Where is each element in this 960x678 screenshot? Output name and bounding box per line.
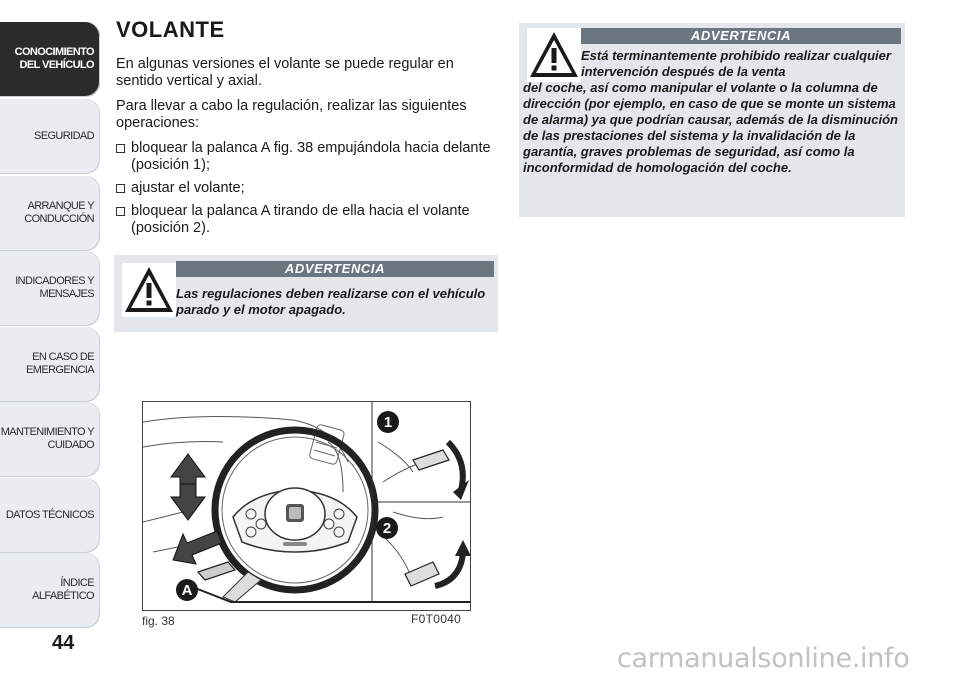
- warning-label: ADVERTENCIA: [581, 28, 901, 44]
- page-number: 44: [52, 632, 75, 654]
- section-body: [116, 56, 496, 243]
- tab-label: ARRANQUE Y CONDUCCIÓN: [24, 200, 94, 225]
- tab-label: CONOCIMIENTO DEL VEHÍCULO: [14, 46, 94, 71]
- tab-label: INDICADORES Y MENSAJES: [15, 275, 94, 300]
- checkbox-bullet-icon: [116, 184, 125, 193]
- figure-steering-wheel: [142, 401, 471, 611]
- warning-triangle-icon: [122, 263, 176, 317]
- tab-en-caso-de-emergencia[interactable]: [0, 327, 100, 401]
- tab-label: EN CASO DE EMERGENCIA: [26, 351, 94, 376]
- marker-a: A: [181, 582, 193, 599]
- steps-list: [116, 140, 496, 237]
- instructions-paragraph: Para llevar a cabo la regulación, realizar las siguientes operaciones:: [116, 98, 467, 131]
- tab-indicadores-y-mensajes[interactable]: [0, 251, 100, 325]
- list-item: ajustar el volante;: [116, 180, 496, 197]
- tab-mantenimiento-y-cuidado[interactable]: [0, 402, 100, 476]
- tab-label: SEGURIDAD: [34, 129, 94, 142]
- marker-1: 1: [383, 414, 393, 431]
- list-item: bloquear la palanca A tirando de ella hacia el volante (posición 2).: [116, 203, 496, 237]
- warning-text-tail: del coche, así como manipular el volante o la columna de dirección (por ejemplo, en caso de que se monte un sistema de alarma) ya que podrían causar, además de la disminución de las prestaciones del sistema y la invalidación de la garantía, graves problemas de seguridad, así como la inconformidad de homologación del coche.: [523, 80, 898, 175]
- checkbox-bullet-icon: [116, 207, 125, 216]
- tab-conocimiento-del-vehiculo[interactable]: [0, 22, 100, 96]
- tab-indice-alfabetico[interactable]: [0, 553, 100, 627]
- warning-box-regulation: [114, 255, 498, 332]
- figure-code: F0T0040: [411, 612, 462, 626]
- watermark: carmanualsonline.info: [617, 643, 910, 674]
- warning-triangle-icon: [527, 28, 581, 82]
- tab-label: MANTENIMIENTO Y CUIDADO: [0, 426, 94, 451]
- tab-label: DATOS TÉCNICOS: [5, 508, 94, 521]
- tab-datos-tecnicos[interactable]: [0, 478, 100, 552]
- warning-text: Las regulaciones deben realizarse con el vehículo parado y el motor apagado.: [176, 286, 486, 317]
- warning-box-tampering: [519, 23, 905, 217]
- tab-seguridad[interactable]: [0, 99, 100, 173]
- list-item: bloquear la palanca A fig. 38 empujándola hacia delante (posición 1);: [116, 140, 496, 174]
- warning-label: ADVERTENCIA: [176, 261, 494, 277]
- intro-paragraph: En algunas versiones el volante se puede regular en sentido vertical y axial.: [116, 56, 454, 89]
- marker-2: 2: [382, 520, 392, 537]
- tab-arranque-y-conduccion[interactable]: [0, 176, 100, 250]
- figure-caption: fig. 38: [142, 614, 175, 628]
- warning-text-head: Está terminantemente prohibido realizar cualquier intervención después de la venta: [581, 48, 891, 79]
- section-title: VOLANTE: [116, 17, 225, 42]
- checkbox-bullet-icon: [116, 144, 125, 153]
- tab-label: ÍNDICE ALFABÉTICO: [32, 577, 94, 602]
